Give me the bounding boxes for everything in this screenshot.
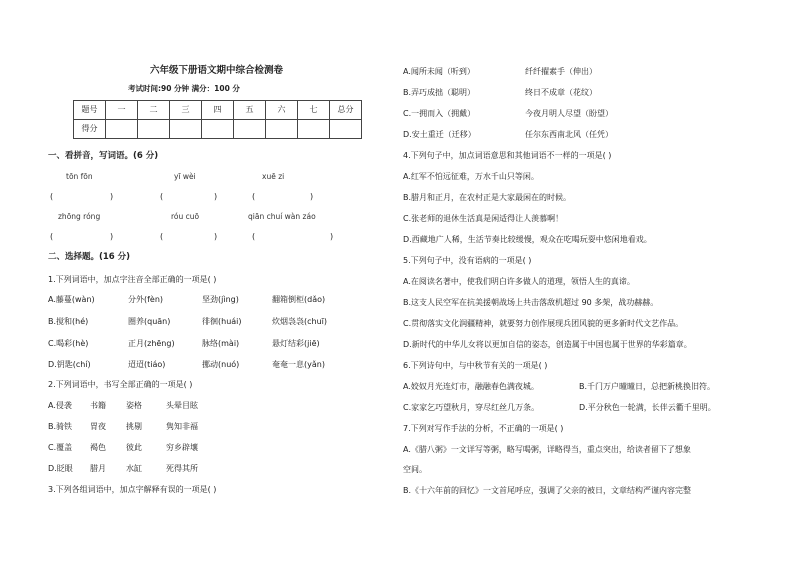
q3-option-c-2: 今夜月明人尽望（盼望） — [525, 109, 613, 118]
q2-option-d-word: 死得其所 — [166, 464, 198, 473]
score-input-cell[interactable] — [234, 120, 266, 139]
score-input-cell[interactable] — [170, 120, 202, 139]
score-row-label: 得分 — [74, 120, 106, 139]
score-table — [73, 100, 362, 139]
q1-option-b-word: 炊烟袅袅(chuī) — [272, 317, 328, 326]
score-cell: 二 — [138, 101, 170, 120]
q2-option-d: D.眨眼 — [48, 464, 73, 473]
score-cell: 五 — [234, 101, 266, 120]
q1-option-a: A.藤蔓(wàn) — [48, 295, 95, 304]
answer-paren-open: ( — [50, 192, 54, 201]
q2-option-c: C.覆盖 — [48, 443, 73, 452]
section1-title: 一、看拼音，写词语。(6 分) — [48, 151, 159, 161]
score-cell: 六 — [266, 101, 298, 120]
section2-title: 二、选择题。(16 分) — [48, 252, 131, 262]
right-column — [403, 0, 763, 562]
pinyin-6: qiān chuí wàn záo — [248, 212, 316, 221]
q1-option-d-word: 迢迢(tiáo) — [128, 360, 166, 369]
score-cell: 四 — [202, 101, 234, 120]
q1-option-a-word: 翻箱倒柜(dǎo) — [272, 295, 326, 304]
q3-option-c: C.一拥而入（拥戴） — [403, 109, 476, 118]
q1-option-d-word: 奄奄一息(yǎn) — [272, 360, 325, 369]
q2-option-a-word: 姿格 — [126, 401, 142, 410]
pinyin-3: xuē zi — [262, 172, 285, 181]
score-cell: 题号 — [74, 101, 106, 120]
score-input-cell[interactable] — [138, 120, 170, 139]
score-cell: 一 — [106, 101, 138, 120]
q5-option-a: A.在阅读名著中，使我们明白许多做人的道理，领悟人生的真谛。 — [403, 277, 635, 286]
score-cell: 七 — [298, 101, 330, 120]
q1-option-d-word: 挪动(nuó) — [202, 360, 240, 369]
answer-paren-close: ) — [330, 232, 334, 241]
score-input-cell[interactable] — [106, 120, 138, 139]
answer-paren-open: ( — [252, 192, 256, 201]
q1-option-b: B.搅和(hé) — [48, 317, 89, 326]
q5-option-b: B.这支人民空军在抗美援朝战场上共击落敌机超过 90 多架，战功赫赫。 — [403, 298, 659, 307]
left-column — [48, 0, 408, 562]
q7-option-a: A.《腊八粥》一文详写等粥，略写喝粥，详略得当，重点突出，给读者留下了想象 — [403, 445, 691, 454]
answer-paren-open: ( — [160, 232, 164, 241]
q6-option-b: B.千门万户曈曈日，总把新桃换旧符。 — [579, 382, 716, 391]
q7-option-b: B.《十六年前的回忆》一文首尾呼应，强调了父亲的被日，文章结构严谨内容完整 — [403, 486, 692, 495]
q2-option-c-word: 穷乡辟壤 — [166, 443, 198, 452]
q6-option-a: A.姣奴月光连灯市，融融春色满夜城。 — [403, 382, 539, 391]
score-input-cell[interactable] — [298, 120, 330, 139]
q3-stem: 3.下列各组词语中，加点字解释有误的一项是( ) — [48, 485, 217, 494]
answer-paren-close: ) — [110, 192, 114, 201]
q2-option-a-word: 书籍 — [90, 401, 106, 410]
q4-option-b: B.腊月和正月，在农村正是大家最闲在的时候。 — [403, 193, 572, 202]
q1-option-c-word: 悬灯结彩(jiē) — [272, 339, 320, 348]
q2-option-b-word: 隽知非福 — [166, 422, 198, 431]
answer-paren-open: ( — [160, 192, 164, 201]
q1-option-a-word: 分外(fèn) — [128, 295, 164, 304]
q1-option-b-word: 圈养(quān) — [128, 317, 171, 326]
score-input-cell[interactable] — [266, 120, 298, 139]
answer-paren-close: ) — [214, 192, 218, 201]
q1-option-c-word: 脉络(mài) — [202, 339, 240, 348]
pinyin-2: yī wèi — [174, 172, 196, 181]
q2-option-b-word: 挑剔 — [126, 422, 142, 431]
answer-paren-open: ( — [50, 232, 54, 241]
q1-option-c: C.喝彩(hè) — [48, 339, 89, 348]
q1-option-d: D.钥匙(chí) — [48, 360, 91, 369]
pinyin-1: tōn fōn — [66, 172, 93, 181]
q5-option-c: C.贯彻落实文化润疆精神，就要努力创作展现兵团风貌的更多新时代文艺作品。 — [403, 319, 684, 328]
q3-option-d: D.安土重迁（迁移） — [403, 130, 476, 139]
q5-stem: 5.下列句子中，没有语病的一项是( ) — [403, 256, 532, 265]
q2-option-a-word: 头晕目眩 — [166, 401, 198, 410]
score-table-header-row — [74, 101, 362, 120]
q2-option-b: B.骑铁 — [48, 422, 73, 431]
q4-option-d: D.西藏地广人稀，生活节奏比较缓慢，观众在吃喝玩耍中悠闲地看戏。 — [403, 235, 652, 244]
q1-option-b-word: 徘徊(huái) — [202, 317, 242, 326]
exam-title: 六年级下册语文期中综合检测卷 — [150, 65, 284, 76]
q2-option-a: A.侵袭 — [48, 401, 72, 410]
q3-option-a: A.闻所未闻（听到） — [403, 67, 475, 76]
q3-option-d-2: 任尔东西南北风（任凭） — [525, 130, 613, 139]
answer-paren-close: ) — [310, 192, 314, 201]
score-cell: 总分 — [330, 101, 362, 120]
q4-stem: 4.下列句子中，加点词语意思和其他词语不一样的一项是( ) — [403, 151, 612, 160]
q4-option-a: A.红军不怕远征难，万水千山只等闲。 — [403, 172, 539, 181]
q2-option-d-word: 腊月 — [90, 464, 106, 473]
answer-paren-close: ) — [110, 232, 114, 241]
q3-option-a-2: 纤纤擢素手（伸出） — [525, 67, 597, 76]
q2-option-c-word: 彼此 — [126, 443, 142, 452]
q6-option-d: D.平分秋色一轮满，长伴云衢千里明。 — [579, 403, 716, 412]
answer-paren-open: ( — [252, 232, 256, 241]
pinyin-4: zhōng róng — [58, 212, 101, 221]
q6-option-c: C.家家乞巧望秋月，穿尽红丝几万条。 — [403, 403, 540, 412]
score-input-cell[interactable] — [330, 120, 362, 139]
q1-option-c-word: 正月(zhēng) — [128, 339, 175, 348]
q2-option-b-word: 胃夜 — [90, 422, 106, 431]
q2-option-c-word: 褐色 — [90, 443, 106, 452]
pinyin-5: róu cuō — [171, 212, 200, 221]
q3-option-b-2: 终日不成章（花纹） — [525, 88, 597, 97]
q2-option-d-word: 水缸 — [126, 464, 142, 473]
q6-stem: 6.下列诗句中，与中秋节有关的一项是( ) — [403, 361, 548, 370]
q1-stem: 1.下列词语中，加点字注音全部正确的一项是( ) — [48, 275, 217, 284]
q5-option-d: D.新时代的中华儿女将以更加自信的姿态，创造属于中国也属于世界的华彩篇章。 — [403, 340, 692, 349]
q7-option-a-cont: 空间。 — [403, 465, 427, 474]
q3-option-b: B.弄巧成拙（聪明） — [403, 88, 476, 97]
exam-meta: 考试时间:90 分钟 满分：100 分 — [128, 84, 240, 93]
answer-paren-close: ) — [214, 232, 218, 241]
q1-option-a-word: 坚劲(jìng) — [202, 295, 239, 304]
score-cell: 三 — [170, 101, 202, 120]
q4-option-c: C.张老师的退休生活真是闲适得让人羡慕啊！ — [403, 214, 564, 223]
q2-stem: 2.下列词语中，书写全部正确的一项是( ) — [48, 380, 193, 389]
q7-stem: 7.下列对写作手法的分析，不正确的一项是( ) — [403, 424, 564, 433]
score-table-score-row — [74, 120, 362, 139]
score-input-cell[interactable] — [202, 120, 234, 139]
